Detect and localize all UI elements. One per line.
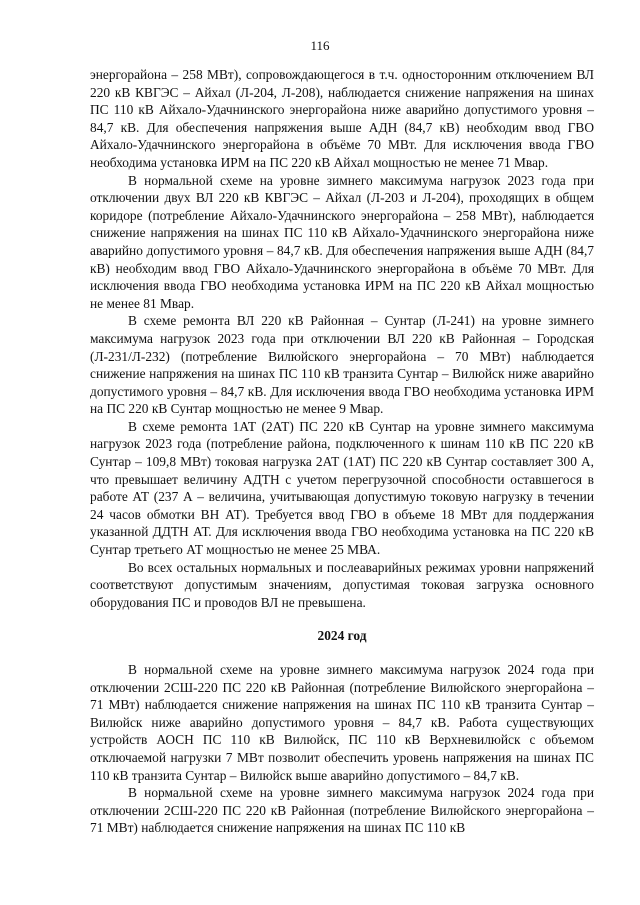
page-number: 116 [310,38,330,53]
paragraph: В схеме ремонта 1АТ (2АТ) ПС 220 кВ Сунтар на уровне зимнего максимума нагрузок 2023 года (потребление района, подключенного к шинам 110 кВ ПС 220 кВ Сунтар – 109,8 МВт) токовая нагрузка 2АТ (1АТ) ПС 220 кВ Сунтар составляет 300 А, что превышает величину АДТН с учетом перегрузочной способности оставшегося в работе АТ (237 А – величина, учитывающая допустимую токовую нагрузку в течении 24 часов обмотки ВН АТ). Требуется ввод ГВО в объеме 18 МВт для поддержания указанной ДДТН АТ. Для исключения ввода ГВО необходима установка на ПС 220 кВ Сунтар третьего АТ мощностью не менее 25 МВА. [90,418,594,558]
paragraph: В нормальной схеме на уровне зимнего максимума нагрузок 2024 года при отключении 2СШ-220 ПС 220 кВ Районная (потребление Вилюйского энергорайона – 71 МВт) наблюдается снижение напряжения на шинах ПС 110 кВ [90,785,594,836]
paragraph: Во всех остальных нормальных и послеаварийных режимах уровни напряжений соответствуют допустимым значениям, допустимая токовая загрузка основного оборудования ПС и проводов ВЛ не превышена. [90,559,594,610]
body-text [90,66,594,837]
paragraph: В нормальной схеме на уровне зимнего максимума нагрузок 2023 года при отключении двух ВЛ 220 кВ КВГЭС – Айхал (Л-203 и Л-204), проходящих в общем коридоре (потребление Айхало-Удачнинского энергорайона – 258 МВт), наблюдается снижение напряжения на шинах ПС 110 кВ Айхало-Удачнинского энергорайона ниже аварийно допустимого уровня – 84,7 кВ. Для обеспечения напряжения выше АДН (84,7 кВ) необходим ввод ГВО Айхало-Удачнинского энергорайона в объёме 70 МВт. Для исключения ввода ГВО необходима установка ИРМ на ПС 220 кВ Айхал мощностью не менее 81 Мвар. [90,172,594,311]
section-heading-2024: 2024 год [317,628,367,644]
paragraph-continuation: энергорайона – 258 МВт), сопровождающегося в т.ч. односторонним отключением ВЛ 220 кВ КВГЭС – Айхал (Л-204, Л-208), наблюдается снижение напряжения на шинах ПС 110 кВ Айхало-Удачнинского энергорайона ниже аварийно допустимого уровня – 84,7 кВ. Для обеспечения напряжения выше АДН (84,7 кВ) необходим ввод ГВО Айхало-Удачнинского энергорайона в объёме 70 МВт. Для исключения ввода ГВО необходима установка ИРМ на ПС 220 кВ Айхал мощностью не менее 71 Мвар. [90,67,594,170]
paragraph: В схеме ремонта ВЛ 220 кВ Районная – Сунтар (Л-241) на уровне зимнего максимума нагрузок 2023 года при отключении ВЛ 220 кВ Районная – Городская (Л-231/Л-232) (потребление Вилюйского энергорайона – 70 МВт) наблюдается снижение напряжения на шинах ПС 110 кВ транзита Сунтар – Вилюйск ниже аварийно допустимого уровня – 84,7 кВ. Для исключения ввода ГВО необходима установка ИРМ на ПС 220 кВ Сунтар мощностью не менее 9 Мвар. [90,313,594,417]
paragraph: В нормальной схеме на уровне зимнего максимума нагрузок 2024 года при отключении 2СШ-220 ПС 220 кВ Районная (потребление Вилюйского энергорайона – 71 МВт) наблюдается снижение напряжения на шинах ПС 110 кВ транзита Сунтар – Вилюйск ниже аварийно допустимого уровня – 84,7 кВ. Работа существующих устройств АОСН ПС 110 кВ Вилюйск, ПС 110 кВ Верхневилюйск с объемом отключаемой нагрузки 7 МВт позволит обеспечить уровень напряжения на шинах ПС 110 кВ транзита Сунтар – Вилюйск выше аварийно допустимого – 84,7 кВ. [90,662,594,783]
